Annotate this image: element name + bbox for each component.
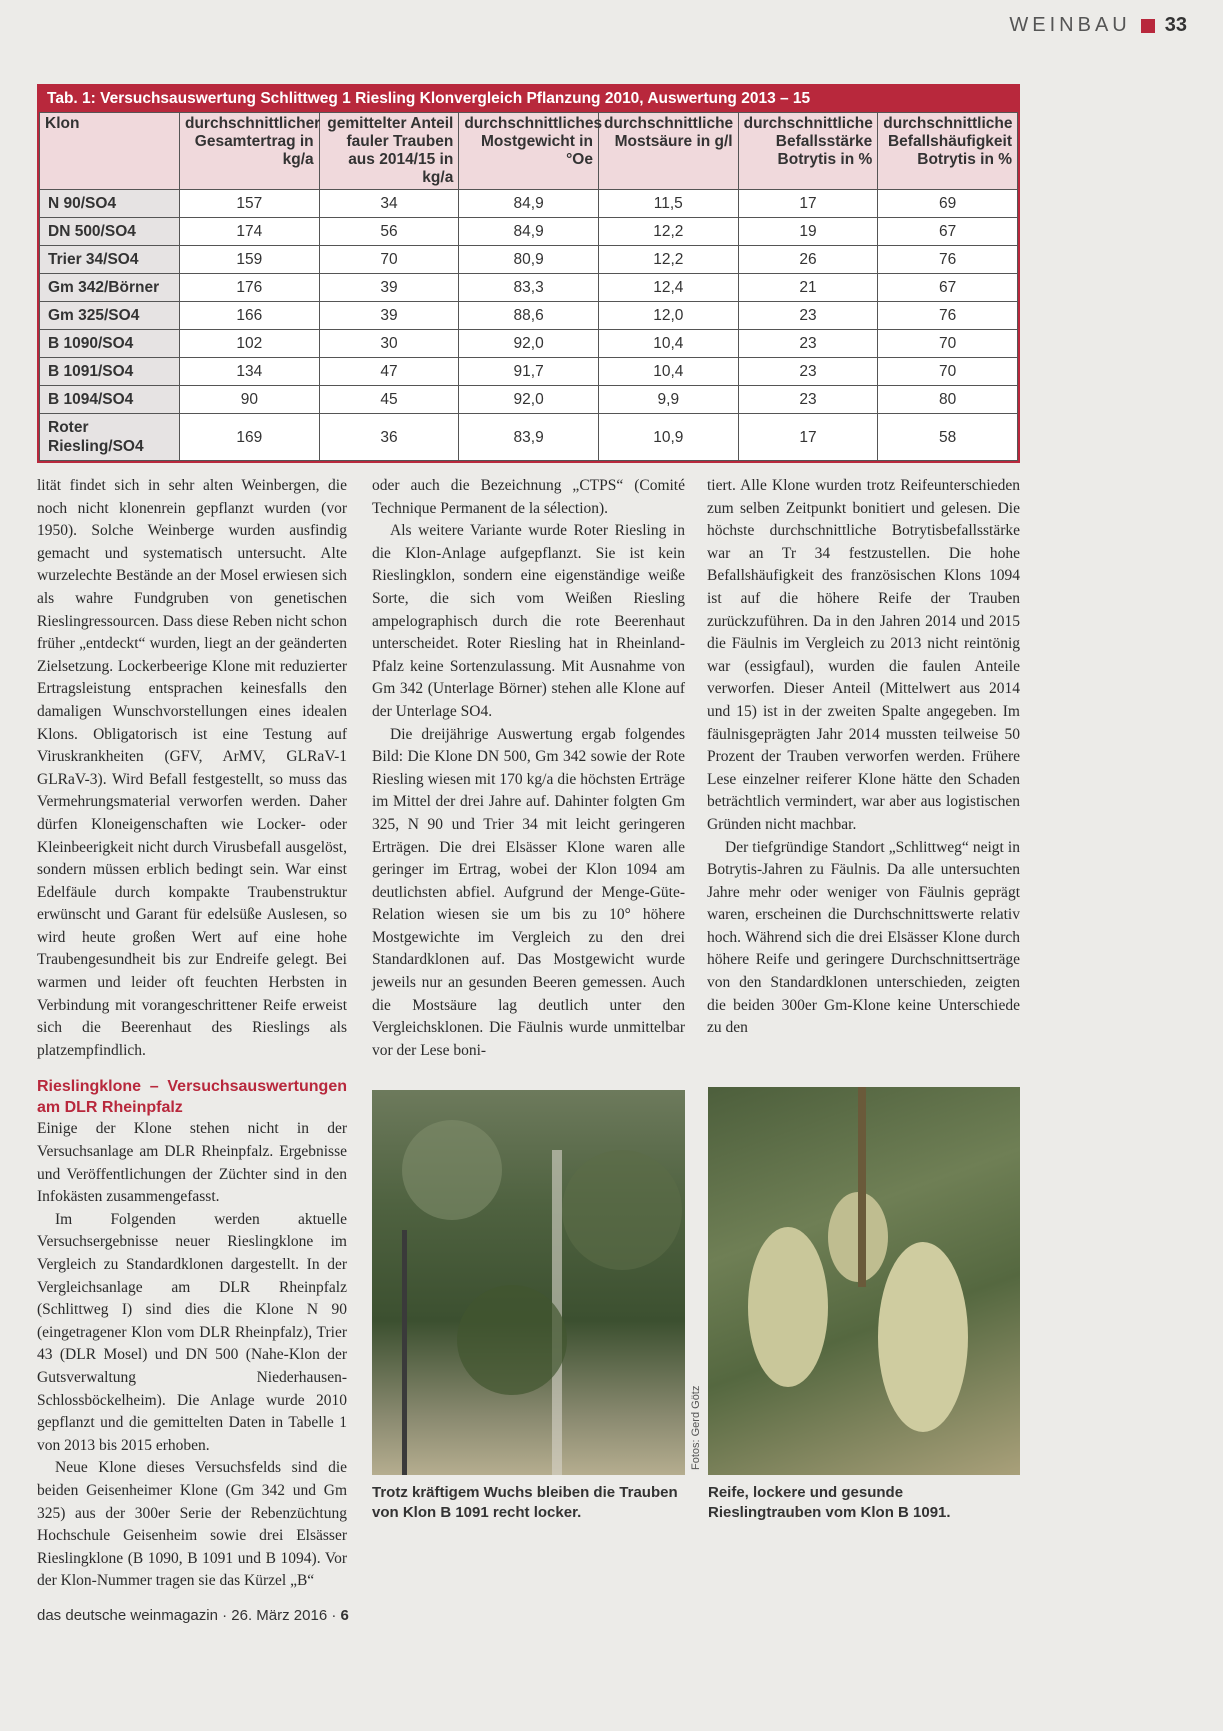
article-column-3 [707, 475, 1020, 1040]
table-cell: 10,4 [598, 358, 738, 386]
paragraph: lität findet sich in sehr alten Weinbergen, die noch nicht klonenrein gepflanzt wurden (vor 1950). Solche Weinberge wurden ausfindig gemacht und systematisch untersucht. Alte wurzelechte Bestände an der Mosel erwiesen sich als wahre Fundgruben von genetischen Rieslingressourcen. Dass diese Reben nicht schon früher „entdeckt“ wurden, liegt an der geänderten Zielsetzung. Lockerbeerige Klone mit reduzierter Ertragsleistung entsprachen keinesfalls den damaligen Wunschvorstellungen eines idealen Klons. Obligatorisch ist eine Testung auf Viruskrankheiten (GFV, ArMV, GLRaV-1 GLRaV-3). Wird Befall festgestellt, so muss das Vermehrungsmaterial verworfen werden. Daher dürfen Kloneigenschaften wie Locker- oder Kleinbeerigkeit nicht durch Virusbefall ausgelöst, sondern müssen erblich bedingt sein. War einst Edelfäule durch kompakte Traubenstruktur erwünscht und Garant für edelsüße Auslesen, so wird heute großen Wert auf eine hohe Traubengesundheit bis zur Endreife gelegt. Bei warmen und leider oft feuchten Herbsten in Verbindung mit vorangeschrittener Reife erweist sich die Beerenhaut des Rieslings als platzempfindlich. [37, 477, 347, 1059]
page-number: 33 [1164, 14, 1187, 36]
paragraph: tiert. Alle Klone wurden trotz Reifeunterschieden zum selben Zeitpunkt bonitiert und gelesen. Die höchste durchschnittliche Botrytisbefallsstärke war an Tr 34 festzustellen. Die hohe Befallshäufigkeit des französischen Klons 1094 ist auf die höhere Reife der Trauben zurückzuführen. Da in den Jahren 2014 und 2015 die Fäulnis im Vergleich zu 2013 nicht reintönig war (essigfaul), wurden die faulen Anteile verworfen. Dieser Anteil (Mittelwert aus 2014 und 15) ist in der zweiten Spalte angegeben. Im fäulnisgeprägten Jahr 2014 mussten teilweise 50 Prozent der Trauben verworfen werden. Frühere Lese einzelner reiferer Klone hätte den Schaden beträchtlich vermindert, war aber aus logistischen Gründen nicht machbar. [707, 477, 1020, 833]
table-row [40, 218, 1018, 246]
table-cell: 102 [180, 330, 320, 358]
column-header: durchschnittliche Befallshäufigkeit Botrytis in % [878, 113, 1018, 190]
table-cell: 84,9 [459, 190, 599, 218]
table-cell: 10,9 [598, 414, 738, 461]
table-cell: 12,4 [598, 274, 738, 302]
table-cell: 67 [878, 218, 1018, 246]
article-column-4 [37, 1076, 347, 1592]
table-cell: 11,5 [598, 190, 738, 218]
table-cell: 23 [738, 386, 878, 414]
table-cell: 80,9 [459, 246, 599, 274]
table-cell: 23 [738, 302, 878, 330]
table-caption: Tab. 1: Versuchsauswertung Schlittweg 1 Riesling Klonvergleich Pflanzung 2010, Auswertung 2013 – 15 [39, 86, 1018, 112]
header-row [40, 113, 1018, 190]
table-cell: 19 [738, 218, 878, 246]
table-cell: 23 [738, 358, 878, 386]
clone-name: DN 500/SO4 [40, 218, 180, 246]
table-cell: 169 [180, 414, 320, 461]
table-cell: 134 [180, 358, 320, 386]
table-cell: 69 [878, 190, 1018, 218]
table-cell: 47 [319, 358, 459, 386]
column-header: durchschnittliche Befallsstärke Botrytis in % [738, 113, 878, 190]
footer [37, 1607, 349, 1624]
grape-photo [708, 1087, 1020, 1475]
table-cell: 83,9 [459, 414, 599, 461]
table-row [40, 386, 1018, 414]
table-row [40, 414, 1018, 461]
column-header: durchschnittliche Mostsäure in g/l [598, 113, 738, 190]
table-cell: 90 [180, 386, 320, 414]
clone-name: Roter Riesling/SO4 [40, 414, 180, 461]
clone-name: N 90/SO4 [40, 190, 180, 218]
table-cell: 58 [878, 414, 1018, 461]
table-row [40, 302, 1018, 330]
table-cell: 166 [180, 302, 320, 330]
photo-caption-2: Reife, lockere und gesunde Rieslingtrauben vom Klon B 1091. [708, 1484, 951, 1522]
paragraph: Als weitere Variante wurde Roter Riesling in die Klon-Anlage aufgepflanzt. Sie ist kein Rieslingklon, sondern eine eigenständige weiße Sorte, die sich vom Weißen Riesling ampelographisch durch die rote Beerenhaut unterscheidet. Roter Riesling hat in Rheinland-Pfalz keine Sortenzulassung. Mit Ausnahme von Gm 342 (Unterlage Börner) stehen alle Klone auf der Unterlage SO4. [372, 522, 685, 720]
table-cell: 39 [319, 274, 459, 302]
photo-credit: Fotos: Gerd Götz [690, 1386, 702, 1471]
issue-number: 6 [340, 1606, 349, 1624]
page-header [1009, 14, 1187, 37]
table-cell: 17 [738, 190, 878, 218]
table-row [40, 190, 1018, 218]
table-cell: 12,0 [598, 302, 738, 330]
subheading: Rieslingklone – Versuchsauswertungen am DLR Rheinpfalz [37, 1078, 347, 1117]
paragraph: Einige der Klone stehen nicht in der Versuchsanlage am DLR Rheinpfalz. Ergebnisse und Veröffentlichungen der Züchter sind in den Infokästen zusammengefasst. [37, 1120, 347, 1206]
table-cell: 9,9 [598, 386, 738, 414]
table-cell: 92,0 [459, 330, 599, 358]
paragraph: Die dreijährige Auswertung ergab folgendes Bild: Die Klone DN 500, Gm 342 sowie der Rote Riesling wiesen mit 170 kg/a die höchsten Erträge im Mittel der drei Jahre auf. Dahinter folgten Gm 325, N 90 und Trier 34 mit leicht geringeren Erträgen. Die drei Elsässer Klone waren alle geringer im Ertrag, wobei der Klon 1094 am deutlichsten abfiel. Aufgrund der Menge-Güte-Relation wiesen sie um bis zu 10° höhere Mostgewichte im Vergleich zu den drei Standardklonen auf. Das Mostgewicht wurde jeweils nur an gesunden Beeren gemessen. Auch die Mostsäure lag deutlich unter den Vergleichsklonen. Die Fäulnis wurde unmittelbar vor der Lese boni- [372, 725, 685, 1059]
table-row [40, 330, 1018, 358]
table-row [40, 358, 1018, 386]
results-table [37, 84, 1020, 463]
table-cell: 80 [878, 386, 1018, 414]
table-cell: 10,4 [598, 330, 738, 358]
clone-name: Gm 342/Börner [40, 274, 180, 302]
column-header: gemittelter Anteil fauler Trauben aus 2014/15 in kg/a [319, 113, 459, 190]
section-name: WEINBAU [1009, 14, 1131, 36]
table-cell: 45 [319, 386, 459, 414]
clone-name: B 1091/SO4 [40, 358, 180, 386]
table-row [40, 274, 1018, 302]
table-cell: 17 [738, 414, 878, 461]
table-cell: 12,2 [598, 218, 738, 246]
table-cell: 84,9 [459, 218, 599, 246]
table-cell: 70 [319, 246, 459, 274]
table-cell: 67 [878, 274, 1018, 302]
table-cell: 76 [878, 246, 1018, 274]
clone-name: B 1090/SO4 [40, 330, 180, 358]
table-row [40, 246, 1018, 274]
photo-caption-1: Trotz kräftigem Wuchs bleiben die Trauben von Klon B 1091 recht locker. [372, 1484, 678, 1522]
table-cell: 12,2 [598, 246, 738, 274]
table-cell: 39 [319, 302, 459, 330]
table-cell: 176 [180, 274, 320, 302]
clone-name: Gm 325/SO4 [40, 302, 180, 330]
paragraph: Neue Klone dieses Versuchsfelds sind die beiden Geisenheimer Klone (Gm 342 und Gm 325) aus der 300er Serie der Rebenzüchtung Hochschule Geisenheim sowie drei Elsässer Rieslingklone (B 1090, B 1091 und B 1094). Vor der Klon-Nummer tragen sie das Kürzel „B“ [37, 1459, 347, 1590]
table-cell: 36 [319, 414, 459, 461]
table-cell: 70 [878, 358, 1018, 386]
table-cell: 56 [319, 218, 459, 246]
paragraph: Im Folgenden werden aktuelle Versuchsergebnisse neuer Rieslingklone im Vergleich zu Standardklonen dargestellt. In der Vergleichsanlage am DLR Rheinpfalz (Schlittweg I) sind dies die Klone N 90 (eingetragener Klon vom DLR Rheinpfalz), Trier 43 (DLR Mosel) und DN 500 (Nahe-Klon der Gutsverwaltung Niederhausen-Schlossböckelheim). Die Anlage wurde 2010 gepflanzt und die gemittelten Daten in Tabelle 1 von 2013 bis 2015 erhoben. [37, 1210, 347, 1454]
table-cell: 70 [878, 330, 1018, 358]
table-cell: 91,7 [459, 358, 599, 386]
table-cell: 30 [319, 330, 459, 358]
table-cell: 157 [180, 190, 320, 218]
table-cell: 174 [180, 218, 320, 246]
table-cell: 21 [738, 274, 878, 302]
table-cell: 76 [878, 302, 1018, 330]
clone-name: B 1094/SO4 [40, 386, 180, 414]
vineyard-photo [372, 1090, 685, 1475]
magazine-info: das deutsche weinmagazin · 26. März 2016 · [37, 1606, 341, 1624]
table-cell: 159 [180, 246, 320, 274]
column-header: durchschnittliches Mostgewicht in °Oe [459, 113, 599, 190]
table-cell: 83,3 [459, 274, 599, 302]
paragraph: oder auch die Bezeichnung „CTPS“ (Comité Technique Permanent de la sélection). [372, 477, 685, 517]
article-column-2 [372, 475, 685, 1062]
table-cell: 88,6 [459, 302, 599, 330]
article-column-1 [37, 475, 347, 1062]
section-marker [1141, 19, 1155, 33]
table-cell: 23 [738, 330, 878, 358]
table-cell: 34 [319, 190, 459, 218]
table-cell: 92,0 [459, 386, 599, 414]
paragraph: Der tiefgründige Standort „Schlittweg“ neigt in Botrytis-Jahren zu Fäulnis. Da alle untersuchten Jahre mehr oder weniger von Fäulnis geprägt waren, erscheinen die Durchschnittswerte relativ hoch. Während sich die drei Elsässer Klone durch höhere Reife und geringere Durchschnittserträge von den Standardklonen unterschieden, zeigten die beiden 300er Gm-Klone keine Unterschiede zu den [707, 838, 1020, 1037]
column-header: durchschnittlicher Gesamtertrag in kg/a [180, 113, 320, 190]
column-header: Klon [40, 113, 180, 190]
table-cell: 26 [738, 246, 878, 274]
clone-name: Trier 34/SO4 [40, 246, 180, 274]
